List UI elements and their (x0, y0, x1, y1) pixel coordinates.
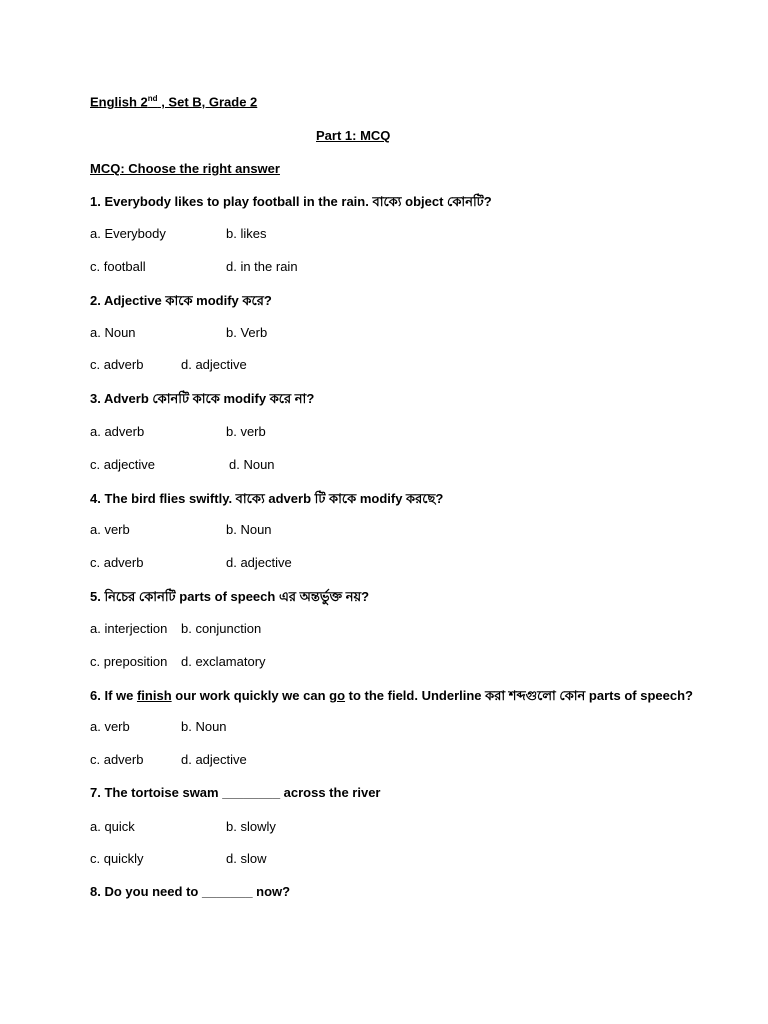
question-3: 3. Adverb কোনটি কাকে modify করে না? (90, 391, 315, 406)
option-7d: d. slow (226, 851, 267, 866)
underlined-word-finish: finish (136, 688, 172, 703)
option-6a: a. verb (90, 719, 130, 734)
option-7c: c. quickly (90, 851, 144, 866)
option-3a: a. adverb (90, 424, 145, 439)
option-4a: a. verb (90, 522, 130, 537)
option-5a: a. interjection (90, 621, 168, 636)
question-5: 5. নিচের কোনটি parts of speech এর অন্তর্ভুক্ত নয়? (90, 589, 370, 604)
question-8: 8. Do you need to _______ now? (90, 884, 291, 899)
option-5c: c. preposition (90, 654, 168, 669)
option-2a: a. Noun (90, 325, 136, 340)
document-title: English 2nd , Set B, Grade 2 (90, 94, 258, 110)
option-1d: d. in the rain (226, 259, 298, 274)
option-2b: b. Verb (226, 325, 268, 340)
option-5b: b. conjunction (181, 621, 262, 636)
option-3b: b. verb (226, 424, 266, 439)
option-1c: c. football (90, 259, 146, 274)
option-3c: c. adjective (90, 457, 156, 472)
option-6c: c. adverb (90, 752, 144, 767)
question-6: 6. If we finish our work quickly we can go to the field. Underline করা শব্দগুলো কোন parts of speech? (90, 688, 693, 703)
option-7b: b. slowly (226, 819, 276, 834)
question-4: 4. The bird flies swiftly. বাক্যে adverb টি কাকে modify করছে? (90, 491, 444, 506)
underlined-word-go: go (329, 688, 346, 703)
option-5d: d. exclamatory (181, 654, 266, 669)
option-4c: c. adverb (90, 555, 144, 570)
option-4b: b. Noun (226, 522, 272, 537)
option-6b: b. Noun (181, 719, 227, 734)
option-1b: b. likes (226, 226, 267, 241)
part-heading: Part 1: MCQ (316, 128, 391, 143)
question-2: 2. Adjective কাকে modify করে? (90, 293, 272, 308)
option-2d: d. adjective (181, 357, 247, 372)
question-1: 1. Everybody likes to play football in the rain. বাক্যে object কোনটি? (90, 194, 492, 209)
option-6d: d. adjective (181, 752, 247, 767)
option-3d: d. Noun (229, 457, 275, 472)
option-2c: c. adverb (90, 357, 144, 372)
instruction-heading: MCQ: Choose the right answer (90, 161, 280, 176)
option-7a: a. quick (90, 819, 135, 834)
option-1a: a. Everybody (90, 226, 166, 241)
option-4d: d. adjective (226, 555, 292, 570)
question-7: 7. The tortoise swam ________ across the river (90, 785, 381, 800)
